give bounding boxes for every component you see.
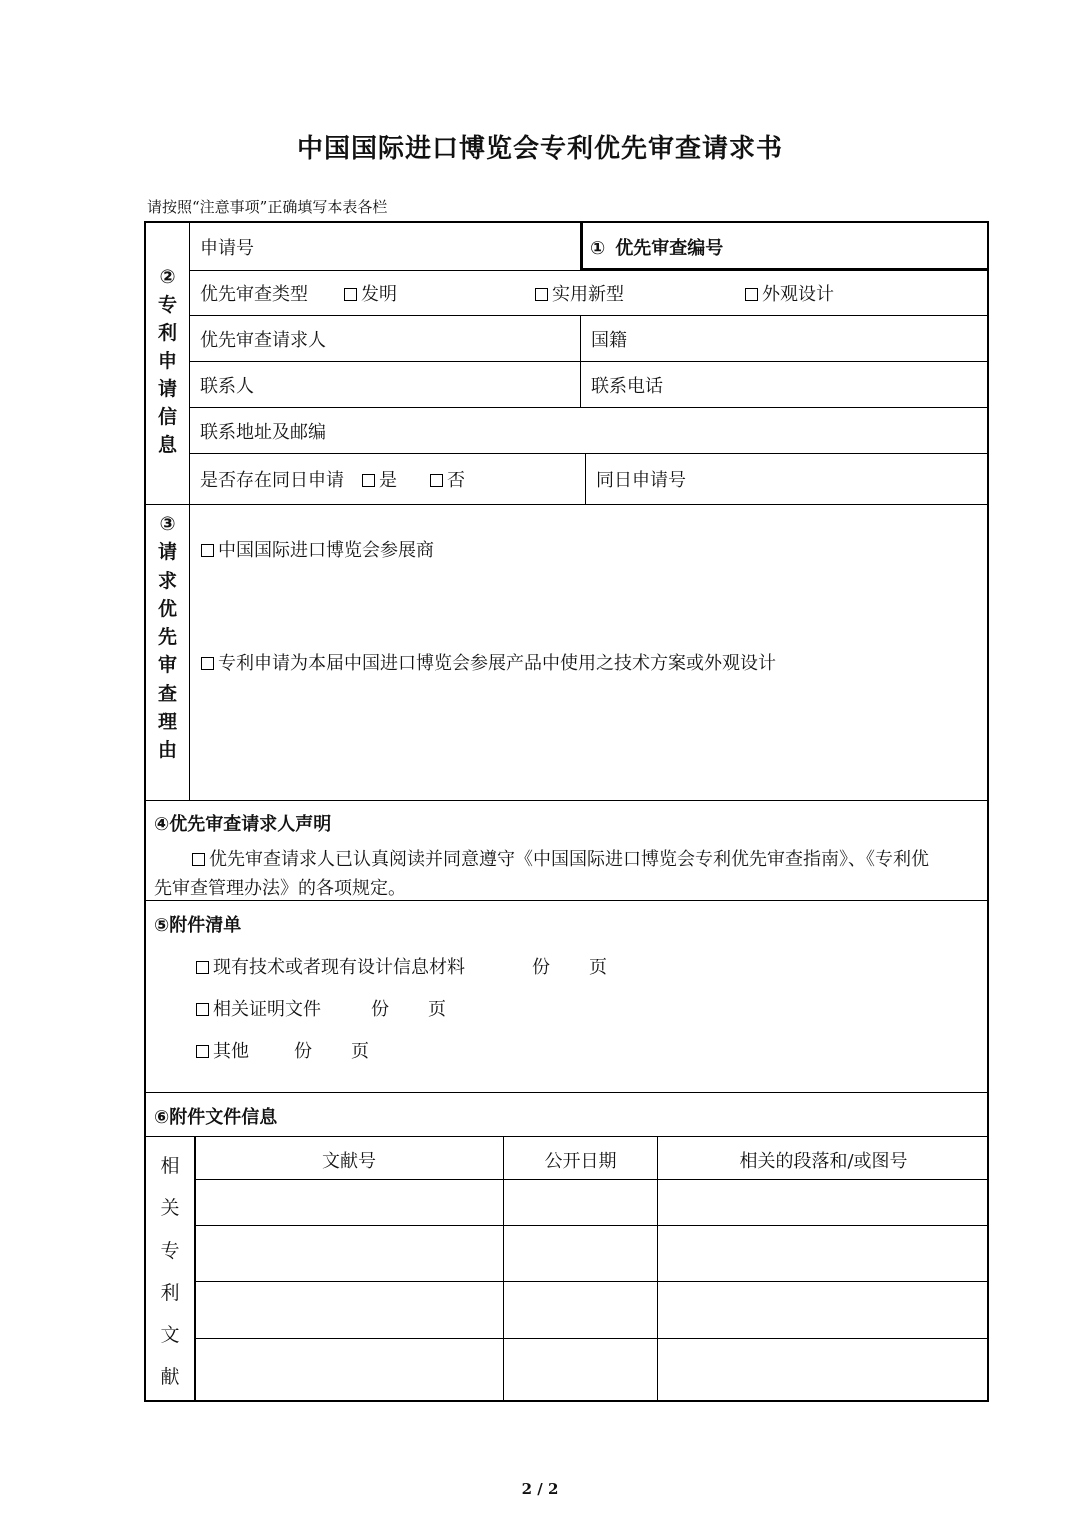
section-2-side-label: ② 专 利 申 请 信 息 bbox=[157, 266, 177, 456]
divider bbox=[585, 453, 586, 504]
priority-number-label: 优先审查编号 bbox=[615, 238, 724, 259]
divider bbox=[189, 453, 989, 454]
same-day-yes-checkbox[interactable]: 是 bbox=[362, 466, 397, 492]
checkbox-icon bbox=[192, 853, 205, 866]
fill-instruction: 请按照“注意事项”正确填写本表各栏 bbox=[147, 198, 388, 216]
checkbox-icon bbox=[430, 474, 443, 487]
divider bbox=[189, 361, 989, 362]
divider bbox=[146, 1136, 989, 1137]
checkbox-icon bbox=[196, 961, 209, 974]
attachment-copies-unit: 份 bbox=[371, 999, 389, 1020]
divider bbox=[580, 315, 581, 407]
number-marker: ① bbox=[590, 238, 606, 259]
same-day-label: 是否存在同日申请 bbox=[200, 470, 344, 491]
reason-exhibitor-checkbox[interactable]: 中国国际进口博览会参展商 bbox=[201, 536, 434, 562]
section-6-side-label: 相 关 专 利 文 献 bbox=[160, 1155, 180, 1389]
attachment-copies-unit: 份 bbox=[532, 957, 550, 978]
section-3-side-label: ③ 请 求 优 先 审 查 理 由 bbox=[157, 513, 177, 762]
table-cell[interactable] bbox=[658, 1226, 989, 1281]
checkbox-icon bbox=[201, 657, 214, 670]
table-cell[interactable] bbox=[195, 1180, 503, 1225]
attachment-copies-unit: 份 bbox=[294, 1041, 312, 1062]
application-number-label: 申请号 bbox=[200, 238, 254, 259]
reason-exhibit-product-checkbox[interactable]: 专利申请为本届中国进口博览会参展产品中使用之技术方案或外观设计 bbox=[201, 649, 776, 675]
address-label: 联系地址及邮编 bbox=[200, 422, 326, 443]
type-invention-checkbox[interactable]: 发明 bbox=[344, 280, 397, 306]
divider bbox=[189, 504, 190, 800]
checkbox-icon bbox=[344, 288, 357, 301]
divider bbox=[146, 1092, 989, 1093]
divider bbox=[146, 504, 989, 505]
section-5-heading: ⑤附件清单 bbox=[154, 915, 242, 936]
divider bbox=[189, 270, 989, 271]
checkbox-icon bbox=[362, 474, 375, 487]
declaration-text-continued: 先审查管理办法》的各项规定。 bbox=[154, 878, 406, 899]
attachment-item[interactable]: 相关证明文件 bbox=[196, 995, 321, 1021]
page-number: 2 / 2 bbox=[521, 1480, 559, 1498]
table-cell[interactable] bbox=[658, 1339, 989, 1401]
table-cell[interactable] bbox=[504, 1282, 657, 1338]
checkbox-icon bbox=[196, 1003, 209, 1016]
checkbox-icon bbox=[745, 288, 758, 301]
section-6-heading: ⑥附件文件信息 bbox=[154, 1107, 278, 1128]
divider bbox=[580, 223, 583, 270]
declaration-checkbox[interactable]: 优先审查请求人已认真阅读并同意遵守《中国国际进口博览会专利优先审查指南》、《专利优 bbox=[192, 845, 929, 871]
table-cell[interactable] bbox=[658, 1180, 989, 1225]
attachment-pages-unit: 页 bbox=[428, 999, 446, 1020]
table-cell[interactable] bbox=[195, 1282, 503, 1338]
divider bbox=[189, 407, 989, 408]
divider bbox=[146, 900, 989, 901]
type-design-checkbox[interactable]: 外观设计 bbox=[745, 280, 834, 306]
section-4-heading: ④优先审查请求人声明 bbox=[154, 814, 332, 835]
divider bbox=[189, 223, 190, 504]
same-day-no-checkbox[interactable]: 否 bbox=[430, 466, 465, 492]
table-cell[interactable] bbox=[195, 1339, 503, 1401]
checkbox-icon bbox=[201, 544, 214, 557]
request-form bbox=[144, 221, 989, 1402]
table-cell[interactable] bbox=[195, 1226, 503, 1281]
attachment-pages-unit: 页 bbox=[351, 1041, 369, 1062]
attachment-item[interactable]: 其他 bbox=[196, 1037, 249, 1063]
requester-label: 优先审查请求人 bbox=[200, 330, 326, 351]
column-header-publication-date: 公开日期 bbox=[544, 1151, 617, 1172]
attachment-item[interactable]: 现有技术或者现有设计信息材料 bbox=[196, 953, 465, 979]
checkbox-icon bbox=[535, 288, 548, 301]
column-header-relevant-paragraphs: 相关的段落和/或图号 bbox=[739, 1151, 908, 1172]
divider bbox=[189, 315, 989, 316]
page-title: 中国国际进口博览会专利优先审查请求书 bbox=[296, 134, 783, 164]
same-day-number-label: 同日申请号 bbox=[596, 470, 686, 491]
nationality-label: 国籍 bbox=[591, 330, 627, 351]
type-utility-model-checkbox[interactable]: 实用新型 bbox=[535, 280, 624, 306]
priority-type-label: 优先审查类型 bbox=[200, 284, 308, 305]
contact-label: 联系人 bbox=[200, 376, 254, 397]
table-cell[interactable] bbox=[504, 1339, 657, 1401]
priority-number-field[interactable] bbox=[590, 234, 723, 260]
column-header-document-no: 文献号 bbox=[322, 1151, 376, 1172]
table-cell[interactable] bbox=[504, 1180, 657, 1225]
table-cell[interactable] bbox=[504, 1226, 657, 1281]
phone-label: 联系电话 bbox=[591, 376, 663, 397]
attachment-pages-unit: 页 bbox=[589, 957, 607, 978]
table-cell[interactable] bbox=[658, 1282, 989, 1338]
checkbox-icon bbox=[196, 1045, 209, 1058]
divider bbox=[146, 800, 989, 801]
